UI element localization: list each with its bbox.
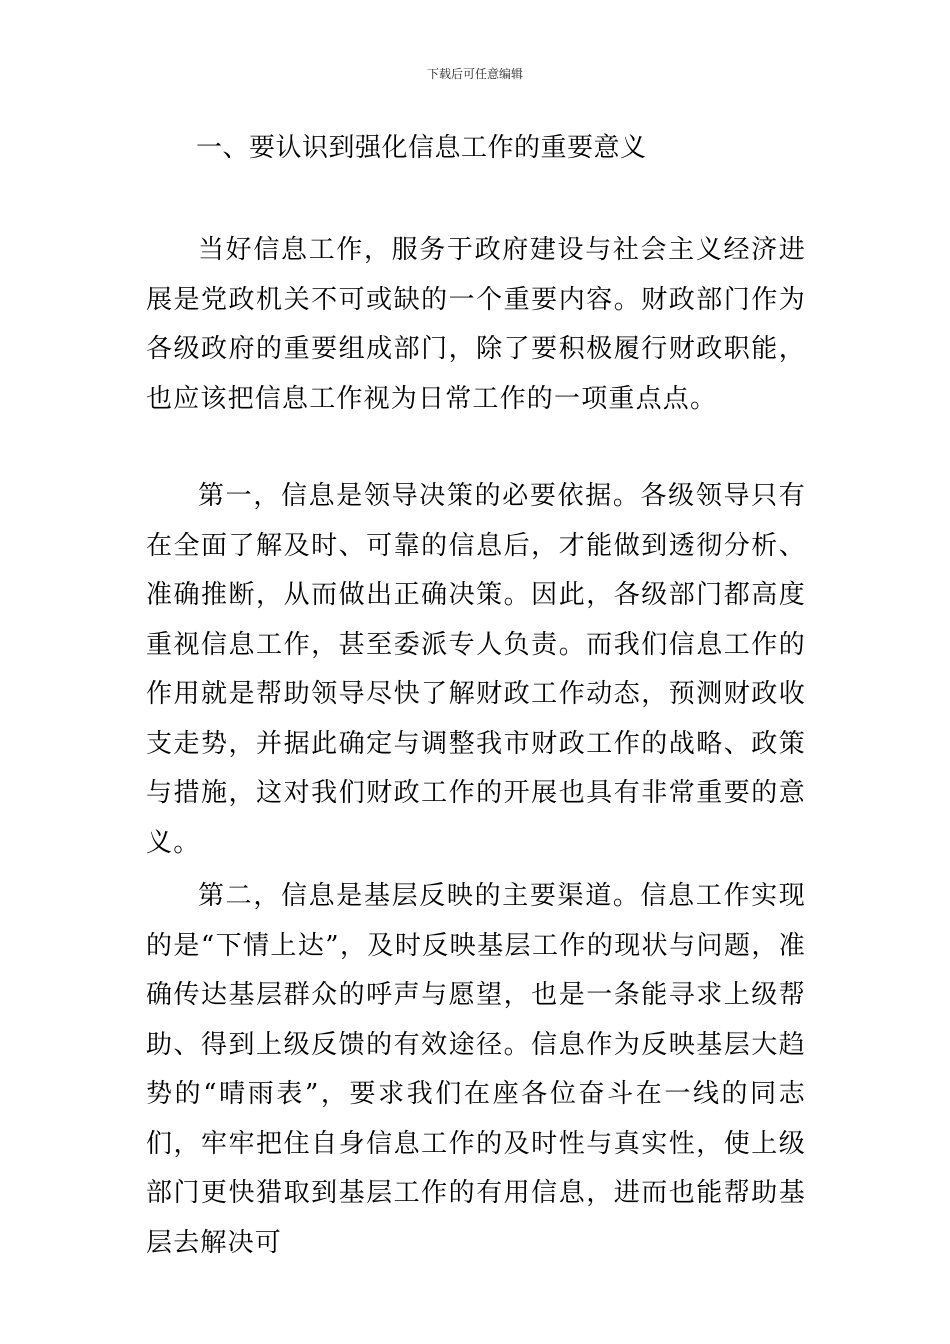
paragraph-second-point: 第二，信息是基层反映的主要渠道。信息工作实现的是“下情上达”，及时反映基层工作的现状与问题，准确传达基层群众的呼声与愿望，也是一条能寻求上级帮助、得到上级反馈的有效途径。信息作为反映基层大趋势的“晴雨表”，要求我们在座各位奋斗在一线的同志们，牢牢把住自身信息工作的及时性与真实性，使上级部门更快猎取到基层工作的有用信息，进而也能帮助基层去解决可 [146,881,806,1258]
section-heading: 一、要认识到强化信息工作的重要意义 [196,133,647,163]
paragraph-first-point: 第一，信息是领导决策的必要依据。各级领导只有在全面了解及时、可靠的信息后，才能做到透彻分析、准确推断，从而做出正确决策。因此，各级部门都高度重视信息工作，甚至委派专人负责。而我们信息工作的作用就是帮助领导尽快了解财政工作动态，预测财政收支走势，并据此确定与调整我市财政工作的战略、政策与措施，这对我们财政工作的开展也具有非常重要的意义。 [146,481,806,858]
paragraph-intro: 当好信息工作，服务于政府建设与社会主义经济进展是党政机关不可或缺的一个重要内容。财政部门作为各级政府的重要组成部门，除了要积极履行财政职能，也应该把信息工作视为日常工作的一项重点点。 [146,235,806,414]
page-header-note: 下载后可任意编辑 [426,67,523,81]
